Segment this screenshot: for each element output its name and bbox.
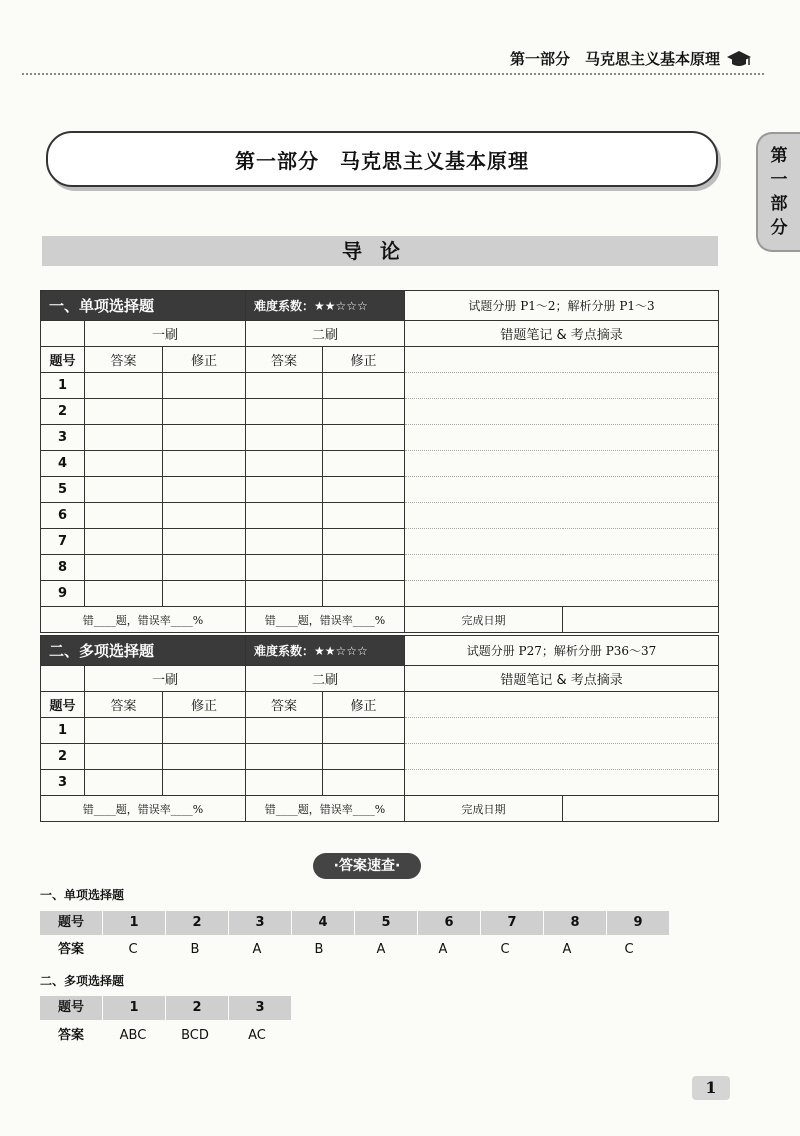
answer-value: A: [562, 942, 572, 957]
no-label: 题号: [40, 996, 103, 1020]
notes-line[interactable]: [405, 477, 719, 503]
answer-cell[interactable]: [85, 425, 163, 451]
row-number: 5: [41, 477, 85, 503]
notes-area[interactable]: [405, 692, 719, 718]
fix-cell[interactable]: [163, 503, 246, 529]
question-number: 3: [229, 996, 292, 1020]
answer-cell[interactable]: [246, 581, 323, 607]
table-row: [41, 425, 719, 451]
multi-answers-label: 二、多项选择题: [40, 974, 125, 988]
completion-date-label: 完成日期: [405, 607, 563, 633]
completion-date-field[interactable]: [563, 607, 719, 633]
table-row: [41, 744, 719, 770]
col-no: 题号: [41, 692, 85, 718]
table-row: [41, 451, 719, 477]
round1-header: 一刷: [85, 666, 246, 692]
fix-cell[interactable]: [163, 744, 246, 770]
fix-cell[interactable]: [163, 373, 246, 399]
answer-cell[interactable]: [85, 373, 163, 399]
page-number: 1: [692, 1076, 730, 1100]
question-number: 3: [229, 911, 292, 935]
answer-cell[interactable]: [246, 744, 323, 770]
section-heading-text: 导论: [342, 239, 418, 263]
answer-value: A: [376, 942, 386, 957]
answer-cell[interactable]: [246, 373, 323, 399]
question-number: 4: [292, 911, 355, 935]
question-number: 6: [418, 911, 481, 935]
col-fix-2: 修正: [323, 692, 405, 718]
fix-cell[interactable]: [163, 529, 246, 555]
table-title: 一、单项选择题: [41, 291, 246, 321]
answer-value: B: [190, 942, 200, 957]
multi-answers-values: [40, 1024, 288, 1048]
answer-cell[interactable]: [246, 477, 323, 503]
col-answer-1: 答案: [85, 347, 163, 373]
col-answer-1: 答案: [85, 692, 163, 718]
fix-cell[interactable]: [323, 477, 405, 503]
col-fix-1: 修正: [163, 692, 246, 718]
quick-check-title: ·答案速查·: [313, 853, 421, 879]
fix-cell[interactable]: [323, 744, 405, 770]
col-answer-2: 答案: [246, 347, 323, 373]
part-banner: [46, 131, 718, 187]
fix-cell[interactable]: [163, 555, 246, 581]
col-fix-2: 修正: [323, 347, 405, 373]
round1-header: 一刷: [85, 321, 246, 347]
answer-value: AC: [248, 1028, 266, 1043]
fix-cell[interactable]: [163, 718, 246, 744]
answer-value: C: [624, 942, 634, 957]
answer-cell[interactable]: [85, 529, 163, 555]
row-number: 7: [41, 529, 85, 555]
row-number: 1: [41, 373, 85, 399]
question-number: 9: [607, 911, 670, 935]
error-rate-2[interactable]: 错____题，错误率____%: [246, 607, 405, 633]
question-number: 2: [166, 996, 229, 1020]
question-number: 1: [103, 996, 166, 1020]
answer-cell[interactable]: [246, 770, 323, 796]
answer-cell[interactable]: [246, 718, 323, 744]
answer-value: C: [500, 942, 510, 957]
answer-cell[interactable]: [85, 399, 163, 425]
corner-cell: [41, 321, 85, 347]
answer-value: BCD: [181, 1028, 209, 1043]
graduation-cap-icon: [726, 49, 752, 69]
question-number: 5: [355, 911, 418, 935]
single-choice-table: [40, 290, 719, 633]
answer-cell[interactable]: [85, 477, 163, 503]
answer-cell[interactable]: [85, 503, 163, 529]
source-ref: 试题分册 P27；解析分册 P36～37: [405, 636, 719, 666]
answer-cell[interactable]: [85, 770, 163, 796]
notes-line[interactable]: [405, 581, 719, 607]
error-rate-2[interactable]: 错____题，错误率____%: [246, 796, 405, 822]
answer-value: B: [314, 942, 324, 957]
error-rate-1[interactable]: 错____题，错误率____%: [41, 607, 246, 633]
notes-line[interactable]: [405, 451, 719, 477]
fix-cell[interactable]: [323, 529, 405, 555]
table-row: [41, 373, 719, 399]
table-row: [41, 477, 719, 503]
notes-line[interactable]: [405, 744, 719, 770]
notes-line[interactable]: [405, 718, 719, 744]
answer-cell[interactable]: [85, 581, 163, 607]
single-answers-values: [40, 938, 660, 962]
col-answer-2: 答案: [246, 692, 323, 718]
answer-cell[interactable]: [246, 529, 323, 555]
col-no: 题号: [41, 347, 85, 373]
table-row: [41, 529, 719, 555]
multi-choice-table: [40, 635, 719, 822]
answer-cell[interactable]: [246, 425, 323, 451]
header-divider: [22, 73, 764, 75]
no-label: 题号: [40, 911, 103, 935]
running-header-text: 第一部分 马克思主义基本原理: [509, 50, 720, 68]
round2-header: 二刷: [246, 666, 405, 692]
fix-cell[interactable]: [163, 477, 246, 503]
source-ref: 试题分册 P1～2；解析分册 P1～3: [405, 291, 719, 321]
notes-header: 错题笔记 & 考点摘录: [405, 666, 719, 692]
table-row: [41, 770, 719, 796]
fix-cell[interactable]: [323, 425, 405, 451]
row-number: 3: [41, 770, 85, 796]
row-number: 3: [41, 425, 85, 451]
fix-cell[interactable]: [163, 770, 246, 796]
answer-cell[interactable]: [246, 555, 323, 581]
error-rate-1[interactable]: 错____题，错误率____%: [41, 796, 246, 822]
fix-cell[interactable]: [323, 581, 405, 607]
question-number: 8: [544, 911, 607, 935]
side-tab-text: 第一部分: [770, 146, 788, 238]
row-number: 9: [41, 581, 85, 607]
table-row: [41, 503, 719, 529]
table-row: [41, 581, 719, 607]
fix-cell[interactable]: [323, 718, 405, 744]
fix-cell[interactable]: [323, 503, 405, 529]
completion-date-label: 完成日期: [405, 796, 563, 822]
corner-cell: [41, 666, 85, 692]
question-number: 7: [481, 911, 544, 935]
notes-line[interactable]: [405, 529, 719, 555]
row-number: 4: [41, 451, 85, 477]
fix-cell[interactable]: [323, 399, 405, 425]
row-number: 2: [41, 744, 85, 770]
notes-line[interactable]: [405, 555, 719, 581]
answer-cell[interactable]: [85, 718, 163, 744]
row-number: 2: [41, 399, 85, 425]
fix-cell[interactable]: [323, 555, 405, 581]
col-fix-1: 修正: [163, 347, 246, 373]
row-number: 6: [41, 503, 85, 529]
ans-label: 答案: [57, 942, 84, 957]
multi-answers-numbers: [40, 996, 292, 1020]
fix-cell[interactable]: [163, 425, 246, 451]
single-answers-label: 一、单项选择题: [40, 888, 125, 902]
answer-cell[interactable]: [85, 555, 163, 581]
question-number: 1: [103, 911, 166, 935]
notes-header: 错题笔记 & 考点摘录: [405, 321, 719, 347]
row-number: 8: [41, 555, 85, 581]
fix-cell[interactable]: [163, 399, 246, 425]
table-row: [41, 399, 719, 425]
part-title: 第一部分 马克思主义基本原理: [235, 148, 529, 173]
row-number: 1: [41, 718, 85, 744]
ans-label: 答案: [57, 1028, 84, 1043]
answer-cell[interactable]: [85, 744, 163, 770]
answer-value: A: [252, 942, 262, 957]
difficulty-label: 难度系数：★★☆☆☆: [246, 291, 405, 321]
running-header: [510, 48, 752, 69]
notes-line[interactable]: [405, 770, 719, 796]
notes-line[interactable]: [405, 503, 719, 529]
question-number: 2: [166, 911, 229, 935]
round2-header: 二刷: [246, 321, 405, 347]
fix-cell[interactable]: [163, 451, 246, 477]
fix-cell[interactable]: [323, 770, 405, 796]
notes-area[interactable]: [405, 347, 719, 373]
completion-date-field[interactable]: [563, 796, 719, 822]
table-row: [41, 555, 719, 581]
single-answers-numbers: [40, 911, 670, 935]
notes-line[interactable]: [405, 425, 719, 451]
difficulty-label: 难度系数：★★☆☆☆: [246, 636, 405, 666]
answer-cell[interactable]: [246, 503, 323, 529]
fix-cell[interactable]: [323, 451, 405, 477]
answer-cell[interactable]: [246, 451, 323, 477]
side-tab: [756, 132, 800, 252]
answer-value: A: [438, 942, 448, 957]
answer-value: ABC: [119, 1028, 147, 1043]
answer-cell[interactable]: [85, 451, 163, 477]
table-row: [41, 718, 719, 744]
fix-cell[interactable]: [163, 581, 246, 607]
notes-line[interactable]: [405, 373, 719, 399]
table-title: 二、多项选择题: [41, 636, 246, 666]
section-heading: [42, 236, 718, 266]
fix-cell[interactable]: [323, 373, 405, 399]
notes-line[interactable]: [405, 399, 719, 425]
answer-cell[interactable]: [246, 399, 323, 425]
answer-value: C: [128, 942, 138, 957]
